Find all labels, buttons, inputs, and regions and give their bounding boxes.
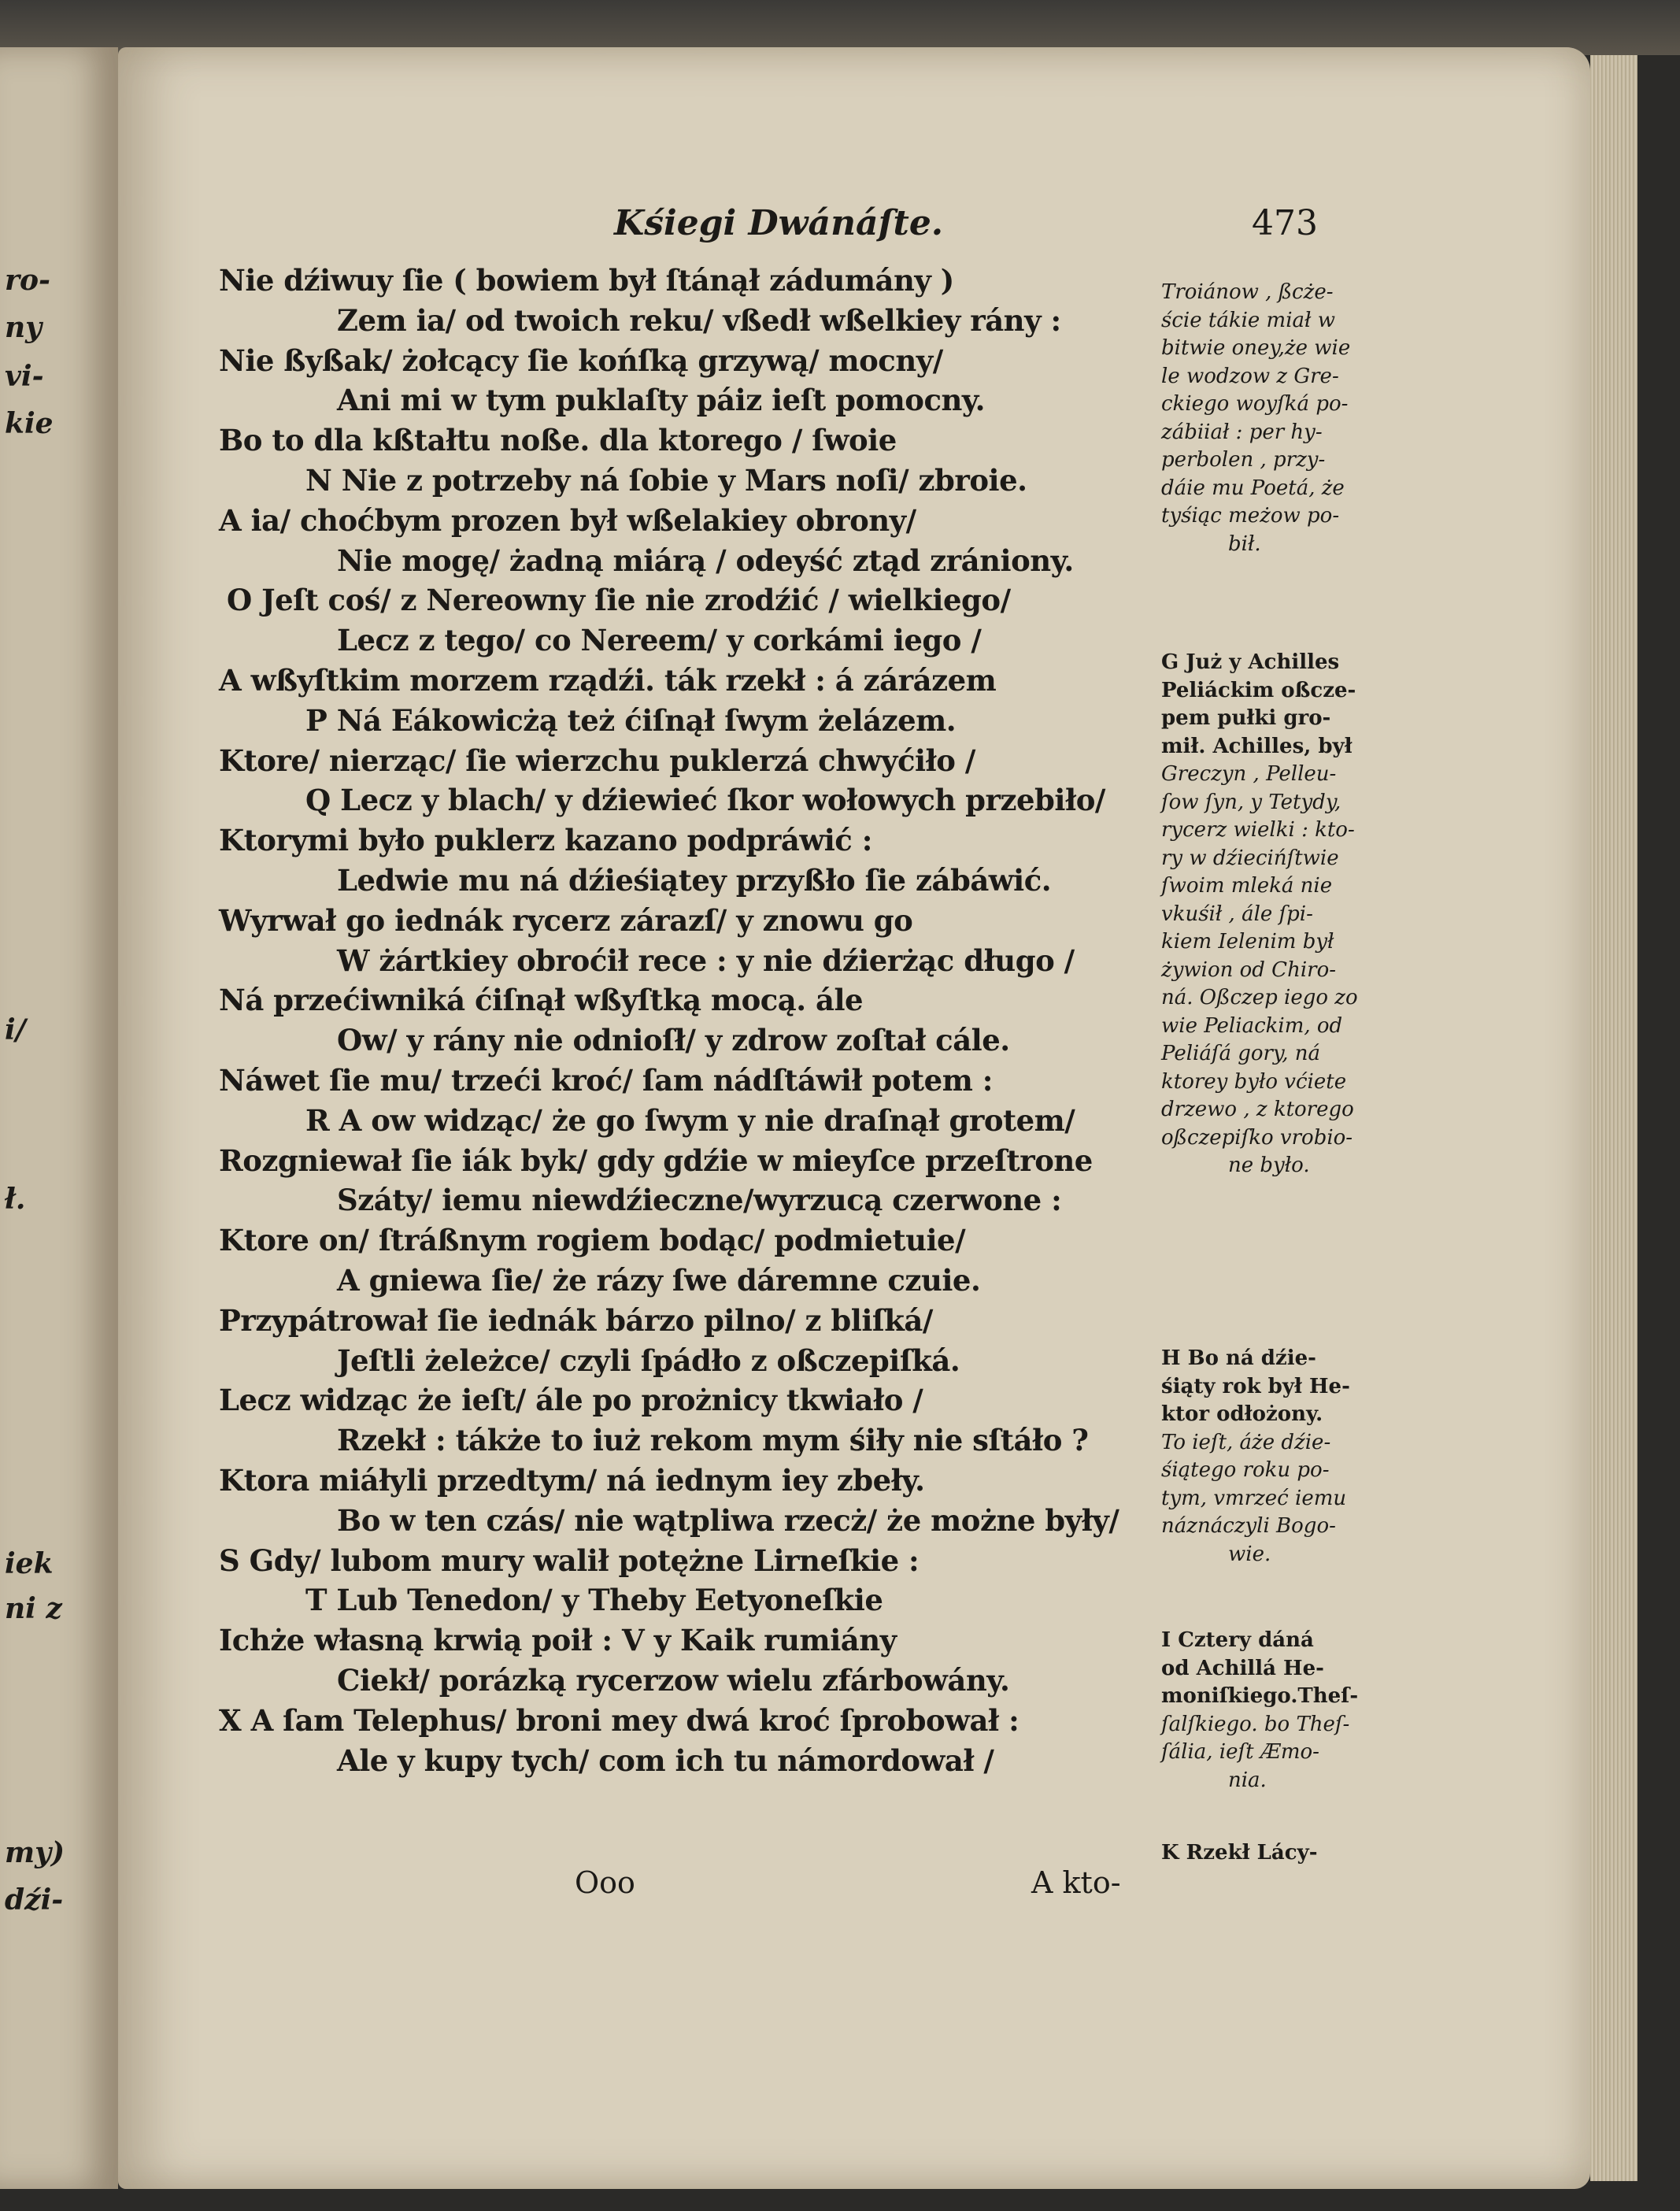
verse-line: Bo to dla kßtałtu noße. dla ktorego / ſwoie: [219, 423, 897, 458]
verse-line: P Ná Eákowicżą też ćiſnął ſwym żelázem.: [305, 702, 957, 738]
verse-line: Przypátrował ſie iednák bárzo pilno/ z bliſká/: [219, 1302, 933, 1338]
verse-line: Ktore on/ ſtráßnym rogiem bodąc/ podmietuie/: [219, 1223, 966, 1258]
verse-line: Ná przećiwniká ćiſnął wßyſtką mocą. ále: [219, 983, 864, 1018]
verse-line: Ktora miáłyli przedtym/ ná iednym iey zbeły.: [219, 1463, 925, 1498]
marginal-note-line: ne było.: [1228, 1154, 1310, 1177]
verse-line: Lecz z tego/ co Nereem/ y corkámi iego /: [337, 623, 982, 658]
verse-line: W żártkiey obroćił rece : y nie dźierżąc długo /: [337, 943, 1075, 978]
left-page-fragment: dźi-: [5, 1883, 64, 1917]
verse-line: X A ſam Telephus/ broni mey dwá kroć ſprobował :: [219, 1702, 1019, 1738]
left-page-fragment: ny: [5, 311, 43, 344]
verse-line: T Lub Tenedon/ y Theby Eetyoneſkie: [305, 1583, 883, 1618]
marginal-note-line: od Achillá He-: [1161, 1656, 1324, 1680]
left-page-fragment: i/: [5, 1013, 26, 1046]
left-page-fragment: ro-: [5, 264, 50, 297]
left-page-fragment: iek: [5, 1547, 54, 1580]
marginal-note-line: ſália, ieſt Æmo-: [1161, 1740, 1319, 1764]
verse-line: Ichże własną krwią poił : V y Kaik rumiány: [219, 1623, 897, 1658]
verse-line: Száty/ iemu niewdźieczne/wyrzucą czerwone :: [337, 1183, 1062, 1218]
verse-line: A ia/ choćbym prozen był wßelakiey obrony/: [219, 502, 916, 538]
left-page-fragment: ni z: [5, 1592, 62, 1625]
verse-line: N Nie z potrzeby ná ſobie y Mars noſi/ zbroie.: [305, 463, 1027, 498]
verse-line: A gniewa ſie/ że rázy ſwe dáremne czuie.: [337, 1263, 981, 1298]
verse-line: Ktore/ nierząc/ ſie wierzchu puklerzá chwyćiło /: [219, 743, 975, 778]
marginal-note-line: ktorey było vćiete: [1161, 1069, 1347, 1094]
left-page-fragment: ł.: [5, 1183, 26, 1216]
verse-line: Náwet ſie mu/ trzeći kroć/ ſam nádſtáwił potem :: [219, 1063, 993, 1098]
verse-line: Wyrwał go iednák rycerz zárazſ/ y znowu go: [219, 902, 913, 938]
marginal-note-line: bił.: [1228, 531, 1261, 556]
marginal-note-line: ry w dźiecińſtwie: [1161, 846, 1339, 870]
page-fore-edge: [1590, 55, 1637, 2181]
marginal-note-line: ście tákie miał w: [1161, 308, 1335, 332]
marginal-note-line: I Cztery dáná: [1161, 1628, 1314, 1652]
left-page-fragment: vi-: [5, 360, 44, 393]
verse-line: Bo w ten czás/ nie wątpliwa rzecż/ że możne były/: [337, 1502, 1119, 1538]
marginal-note-line: le wodzow z Gre-: [1161, 364, 1339, 388]
marginal-note-line: ſwoim mleká nie: [1161, 874, 1333, 898]
marginal-note-line: śiąty rok był He-: [1161, 1374, 1350, 1398]
marginal-note-line: wie.: [1228, 1542, 1271, 1566]
marginal-note-line: żywion od Chiro-: [1161, 957, 1337, 982]
marginal-note-line: To ieſt, áże dźie-: [1161, 1430, 1331, 1454]
verse-line: Jeſtli żeleżce/ czyli ſpádło z oßczepiſká.: [337, 1343, 960, 1378]
marginal-note-line: vkuśił , ále ſpi-: [1161, 902, 1313, 926]
marginal-note-line: pem pułki gro-: [1161, 706, 1331, 730]
marginal-note-line: Peliáckim oßcze-: [1161, 678, 1356, 702]
left-page-fragment: kie: [5, 407, 54, 440]
marginal-note-line: tyśiąc meżow po-: [1161, 504, 1340, 528]
verse-line: Nie ßyßak/ żołcący ſie końſką grzywą/ mocny/: [219, 343, 943, 378]
marginal-note-line: Peliáſá gory, ná: [1161, 1042, 1320, 1065]
marginal-note-line: náznáczyli Bogo-: [1161, 1514, 1336, 1538]
marginal-note-line: oßczepiſko vrobio-: [1161, 1125, 1353, 1150]
marginal-note-line: wie Peliackim, od: [1161, 1013, 1343, 1038]
marginal-note-line: dáie mu Poetá, że: [1161, 476, 1345, 500]
marginal-note-line: drzewo , z ktorego: [1161, 1098, 1354, 1121]
marginal-note-line: G Już y Achilles: [1161, 650, 1340, 674]
verse-line: Rzekł : tákże to iuż rekom mym śiły nie sſtáło ?: [337, 1423, 1089, 1458]
marginal-note-line: ſalſkiego. bo Theſ-: [1161, 1712, 1350, 1736]
verse-line: Nie dźiwuy ſie ( bowiem był ſtánął zádumány ): [219, 263, 954, 298]
verse-line: S Gdy/ lubom mury walił potężne Lirneſkie :: [219, 1543, 920, 1578]
signature-mark: Ooo: [575, 1865, 635, 1900]
verse-line: Ktorymi było puklerz kazano podpráwić :: [219, 823, 872, 858]
marginal-note-line: zábiiał : per hy-: [1161, 420, 1323, 444]
marginal-note-line: mił. Achilles, był: [1161, 734, 1353, 758]
marginal-note-line: Greczyn , Pelleu-: [1161, 762, 1337, 786]
verse-line: R A ow widząc/ że go ſwym y nie draſnął grotem/: [305, 1102, 1075, 1138]
verse-line: Ciekł/ porázką rycerzow wielu zfárbowány.: [337, 1663, 1010, 1698]
verse-line: Ow/ y rány nie odnioſł/ y zdrow zoſtał cále.: [337, 1023, 1010, 1058]
marginal-note-line: K Rzekł Lácy-: [1161, 1841, 1318, 1865]
marginal-note-line: nia.: [1228, 1768, 1267, 1792]
verse-line: Ani mi w tym puklaſty páiz ieſt pomocny.: [337, 383, 986, 418]
marginal-note-line: kiem Ielenim był: [1161, 930, 1334, 954]
marginal-note-line: tym, vmrzeć iemu: [1161, 1486, 1347, 1510]
verse-line: Zem ia/ od twoich reku/ vßedł wßelkiey rány :: [337, 302, 1061, 338]
marginal-note-line: bitwie oney,że wie: [1161, 336, 1351, 360]
left-page-fragment: my): [5, 1836, 65, 1869]
verse-line: Ale y kupy tych/ com ich tu námordował /: [337, 1743, 994, 1778]
verse-line: A wßyſtkim morzem rządźi. ták rzekł : á zárázem: [219, 663, 997, 698]
marginal-note-line: moniſkiego.Theſ-: [1161, 1684, 1359, 1708]
catchword: A kto-: [1031, 1865, 1121, 1900]
verse-line: Lecz widząc że ieſt/ ále po prożnicy tkwiało /: [219, 1383, 923, 1418]
marginal-note-line: H Bo ná dźie-: [1161, 1346, 1316, 1370]
marginal-note-line: śiątego roku po-: [1161, 1458, 1330, 1482]
marginal-note-line: ná. Oßczep iego zo: [1161, 986, 1358, 1009]
verse-line: Q Lecz y blach/ y dźiewieć ſkor wołowych przebiło/: [305, 783, 1105, 818]
marginal-note-line: rycerz wielki : kto-: [1161, 818, 1355, 842]
marginal-note-line: ktor odłożony.: [1161, 1402, 1323, 1426]
marginal-note-line: ſow ſyn, y Tetydy,: [1161, 790, 1341, 814]
marginal-note-line: Troiánow , ßcże-: [1161, 280, 1334, 304]
verse-line: Rozgniewał ſie iák byk/ gdy gdźie w mieyſce przeſtrone: [219, 1143, 1093, 1178]
running-header: Kśiegi Dwánáſte.: [614, 203, 944, 243]
verse-line: O Jeſt coś/ z Nereowny ſie nie zrodźić / wielkiego/: [227, 583, 1011, 618]
page-number: 473: [1252, 203, 1318, 243]
verse-line: Ledwie mu ná dźieśiątey przyßło ſie zábáwić.: [337, 863, 1052, 898]
marginal-note-line: perbolen , przy-: [1161, 448, 1326, 472]
marginal-note-line: ckiego woyſká po-: [1161, 392, 1349, 416]
verse-line: Nie mogę/ żadną miárą / odeyść ztąd zrániony.: [337, 543, 1074, 578]
